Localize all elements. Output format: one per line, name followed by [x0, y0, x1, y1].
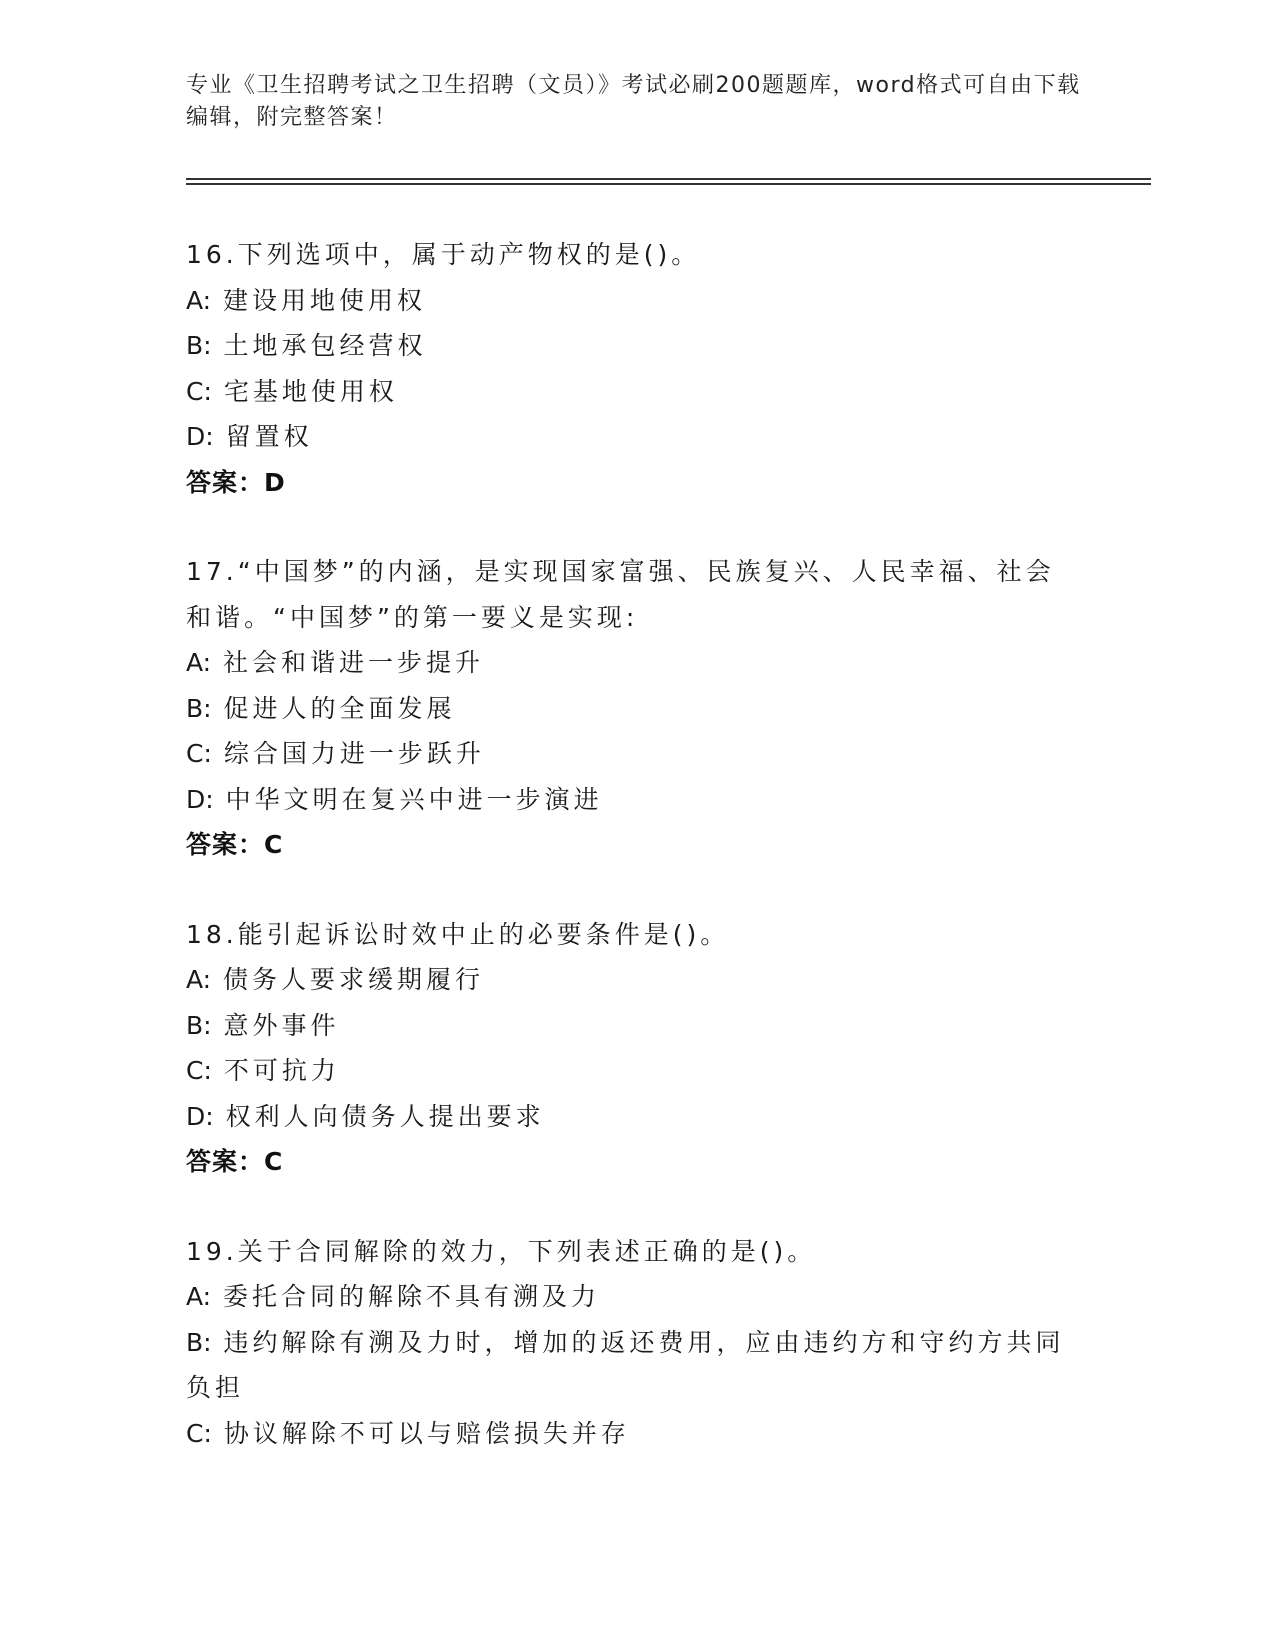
- option-letter: A:: [186, 285, 212, 315]
- option-a: [186, 1274, 1086, 1320]
- answer-line: 答案：C: [186, 830, 284, 859]
- header-divider-bottom: [186, 183, 1151, 185]
- option-letter: B:: [186, 1010, 212, 1040]
- question-stem: 19.关于合同解除的效力，下列表述正确的是()。: [186, 1236, 817, 1266]
- option-text: 委托合同的解除不具有溯及力: [223, 1282, 601, 1311]
- question-stem: 18.能引起诉讼时效中止的必要条件是()。: [186, 919, 730, 949]
- option-b: [186, 1003, 1086, 1049]
- option-d: [186, 414, 1086, 460]
- option-text: 权利人向债务人提出要求: [225, 1101, 545, 1131]
- option-a: [186, 957, 1086, 1003]
- option-letter: C:: [186, 376, 212, 406]
- option-text: 中华文明在复兴中进一步演进: [225, 784, 603, 814]
- option-letter: C:: [186, 1418, 212, 1448]
- option-letter: B:: [186, 693, 212, 723]
- document-header: 专业《卫生招聘考试之卫生招聘（文员）》考试必刷200题题库，word格式可自由下载编辑，附完整答案！: [186, 73, 1081, 130]
- option-letter: D:: [186, 422, 214, 451]
- option-text: 意外事件: [223, 1010, 340, 1040]
- option-text: 不可抗力: [223, 1056, 340, 1085]
- option-c: [186, 731, 1086, 777]
- option-b: [186, 323, 1086, 369]
- option-b: [186, 1320, 1076, 1411]
- option-letter: D:: [186, 1101, 214, 1131]
- option-letter: B:: [186, 1327, 212, 1357]
- option-letter: B:: [186, 331, 212, 360]
- option-text: 留置权: [225, 422, 313, 451]
- option-letter: A:: [186, 1282, 212, 1311]
- option-text: 土地承包经营权: [223, 331, 427, 360]
- option-text: 协议解除不可以与赔偿损失并存: [223, 1418, 630, 1448]
- option-text: 建设用地使用权: [223, 285, 427, 315]
- option-text: 促进人的全面发展: [223, 693, 456, 723]
- option-letter: A:: [186, 648, 212, 677]
- option-letter: A:: [186, 965, 212, 994]
- option-text: 违约解除有溯及力时，增加的返还费用，应由违约方和守约方共同负担: [186, 1327, 1065, 1402]
- option-text: 债务人要求缓期履行: [223, 965, 485, 994]
- option-c: [186, 1048, 1086, 1094]
- question-stem: 16.下列选项中，属于动产物权的是()。: [186, 240, 701, 269]
- option-text: 社会和谐进一步提升: [223, 648, 485, 677]
- option-c: [186, 1411, 1086, 1457]
- option-d: [186, 777, 1086, 823]
- question-17: [186, 549, 1086, 868]
- option-letter: C:: [186, 1056, 212, 1085]
- option-a: [186, 640, 1086, 686]
- option-b: [186, 686, 1086, 732]
- question-16: [186, 232, 1086, 505]
- answer-line: 答案：D: [186, 467, 286, 497]
- option-d: [186, 1094, 1086, 1140]
- option-a: [186, 278, 1086, 324]
- option-c: [186, 369, 1086, 415]
- question-list: [186, 232, 1086, 1500]
- option-text: 宅基地使用权: [223, 376, 398, 406]
- header-divider-top: [186, 178, 1151, 180]
- option-text: 综合国力进一步跃升: [223, 739, 485, 768]
- question-19: [186, 1229, 1086, 1457]
- option-letter: D:: [186, 784, 214, 814]
- question-18: [186, 912, 1086, 1185]
- answer-line: 答案：C: [186, 1147, 284, 1176]
- option-letter: C:: [186, 739, 212, 768]
- question-stem: 17.“中国梦”的内涵，是实现国家富强、民族复兴、人民幸福、社会和谐。“中国梦”的第一要义是实现:: [186, 557, 1055, 632]
